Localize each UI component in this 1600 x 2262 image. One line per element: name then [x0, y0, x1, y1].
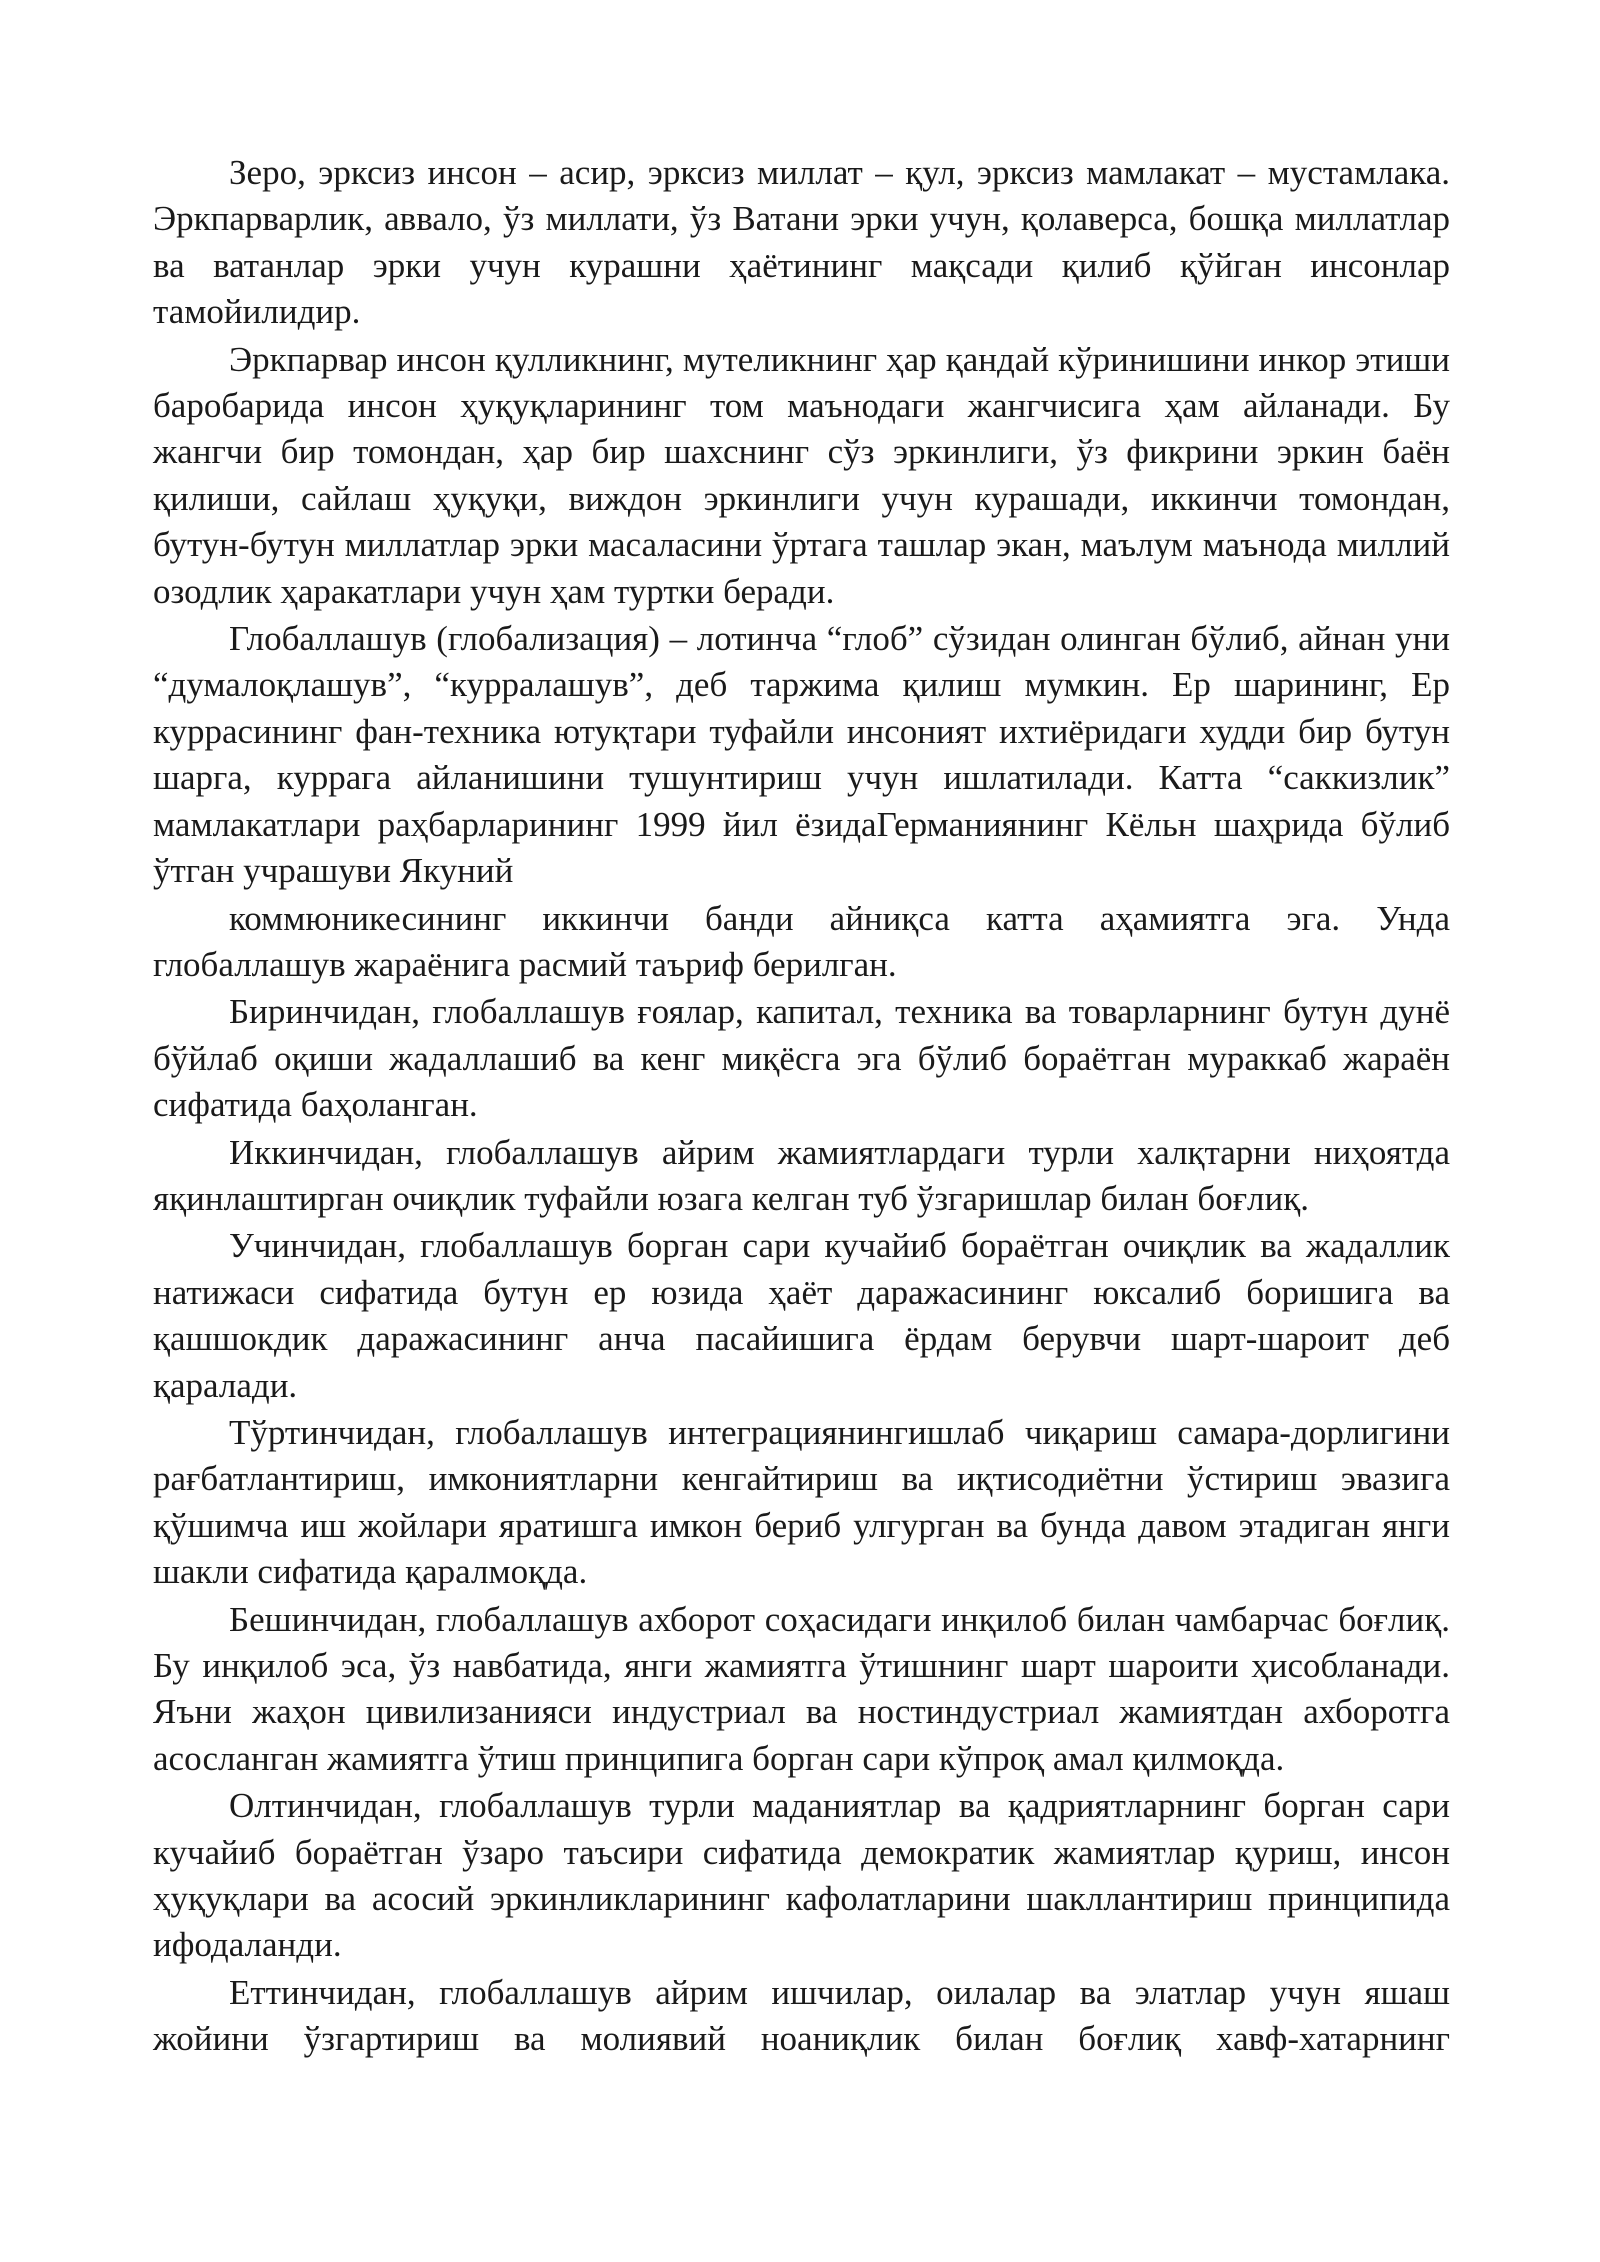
paragraph-10: Олтинчидан, глобаллашув турли маданиятлар ва қадриятларнинг борган сари кучайиб бораётган ўзаро таъсири сифатида демократик жамиятлар қуриш, инсон ҳуқуқлари ва асосий эркинликларининг кафолатларини шакллантириш принципида ифодаланди.	[153, 1786, 1450, 1965]
paragraph-11: Еттинчидан, глобаллашув айрим ишчилар, оилалар ва элатлар учун яшаш жойини ўзгартириш ва молиявий ноаниқлик билан боғлиқ хавф-хатарнинг	[153, 1972, 1450, 2059]
paragraph-7: Учинчидан, глобаллашув борган сари кучайиб бораётган очиқлик ва жадаллик натижаси сифатида бутун ер юзида ҳаёт даражасининг юксалиб боришига ва қашшокдик даражасининг анча пасайишига ёрдам берувчи шарт-шароит деб қаралади.	[153, 1226, 1450, 1405]
paragraph-9: Бешинчидан, глобаллашув ахборот соҳасидаги инқилоб билан чамбарчас боғлиқ. Бу инқилоб эса, ўз навбатида, янги жамиятга ўтишнинг шарт шароити ҳисобланади. Яъни жаҳон цивилизанияси индустриал ва ностиндустриал жамиятдан ахборотга асосланган жамиятга ўтиш принципига борган сари кўпроқ амал қилмоқда.	[153, 1599, 1450, 1778]
paragraph-3: Глобаллашув (глобализация) – лотинча “глоб” сўзидан олинган бўлиб, айнан уни “думалоқлашув”, “курралашув”, деб таржима қилиш мумкин. Ер шарининг, Ер куррасининг фан-техника ютуқтари туфайли инсоният ихтиёридаги худди бир бутун шарга, куррага айланишини тушунтириш учун ишлатилади. Катта “саккизлик” мамлакатлари раҳбарларининг 1999 йил ёзидаГерманиянинг Кёльн шаҳрида бўлиб ўтган учрашуви Якуний	[153, 619, 1450, 891]
document-page	[153, 150, 1450, 2064]
paragraph-1: Зеро, эрксиз инсон – асир, эрксиз миллат – қул, эрксиз мамлакат – мустамлака. Эркпарварлик, аввало, ўз миллати, ўз Ватани эрки учун, қолаверса, бошқа миллатлар ва ватанлар эрки учун курашни ҳаётининг мақсади қилиб қўйган инсонлар тамойилидир.	[153, 153, 1450, 332]
paragraph-4: коммюникесининг иккинчи банди айниқса катта аҳамиятга эга. Унда глобаллашув жараёнига расмий таъриф берилган.	[153, 898, 1450, 984]
paragraph-5: Биринчидан, глобаллашув ғоялар, капитал, техника ва товарларнинг бутун дунё бўйлаб оқиши жадаллашиб ва кенг миқёсга эга бўлиб бораётган мураккаб жараён сифатида баҳоланган.	[153, 992, 1450, 1125]
paragraph-2: Эркпарвар инсон қулликнинг, мутеликнинг ҳар қандай кўринишини инкор этиши баробарида инсон ҳуқуқларининг том маънодаги жангчисига ҳам айланади. Бу жангчи бир томондан, ҳар бир шахснинг сўз эркинлиги, ўз фикрини эркин баён қилиши, сайлаш ҳуқуқи, виждон эркинлиги учун курашади, иккинчи томондан, бутун-бутун миллатлар эрки масаласини ўртага ташлар экан, маълум маънода миллий озодлик ҳаракатлари учун ҳам туртки беради.	[153, 339, 1450, 611]
paragraph-6: Иккинчидан, глобаллашув айрим жамиятлардаги турли халқтарни ниҳоятда яқинлаштирган очиқлик туфайли юзага келган туб ўзгаришлар билан боғлиқ.	[153, 1132, 1450, 1218]
paragraph-8: Тўртинчидан, глобаллашув интеграциянингишлаб чиқариш самара-дорлигини рағбатлантириш, имкониятларни кенгайтириш ва иқтисодиётни ўстириш эвазига қўшимча иш жойлари яратишга имкон бериб улгурган ва бунда давом этадиган янги шакли сифатида қаралмоқда.	[153, 1412, 1450, 1592]
